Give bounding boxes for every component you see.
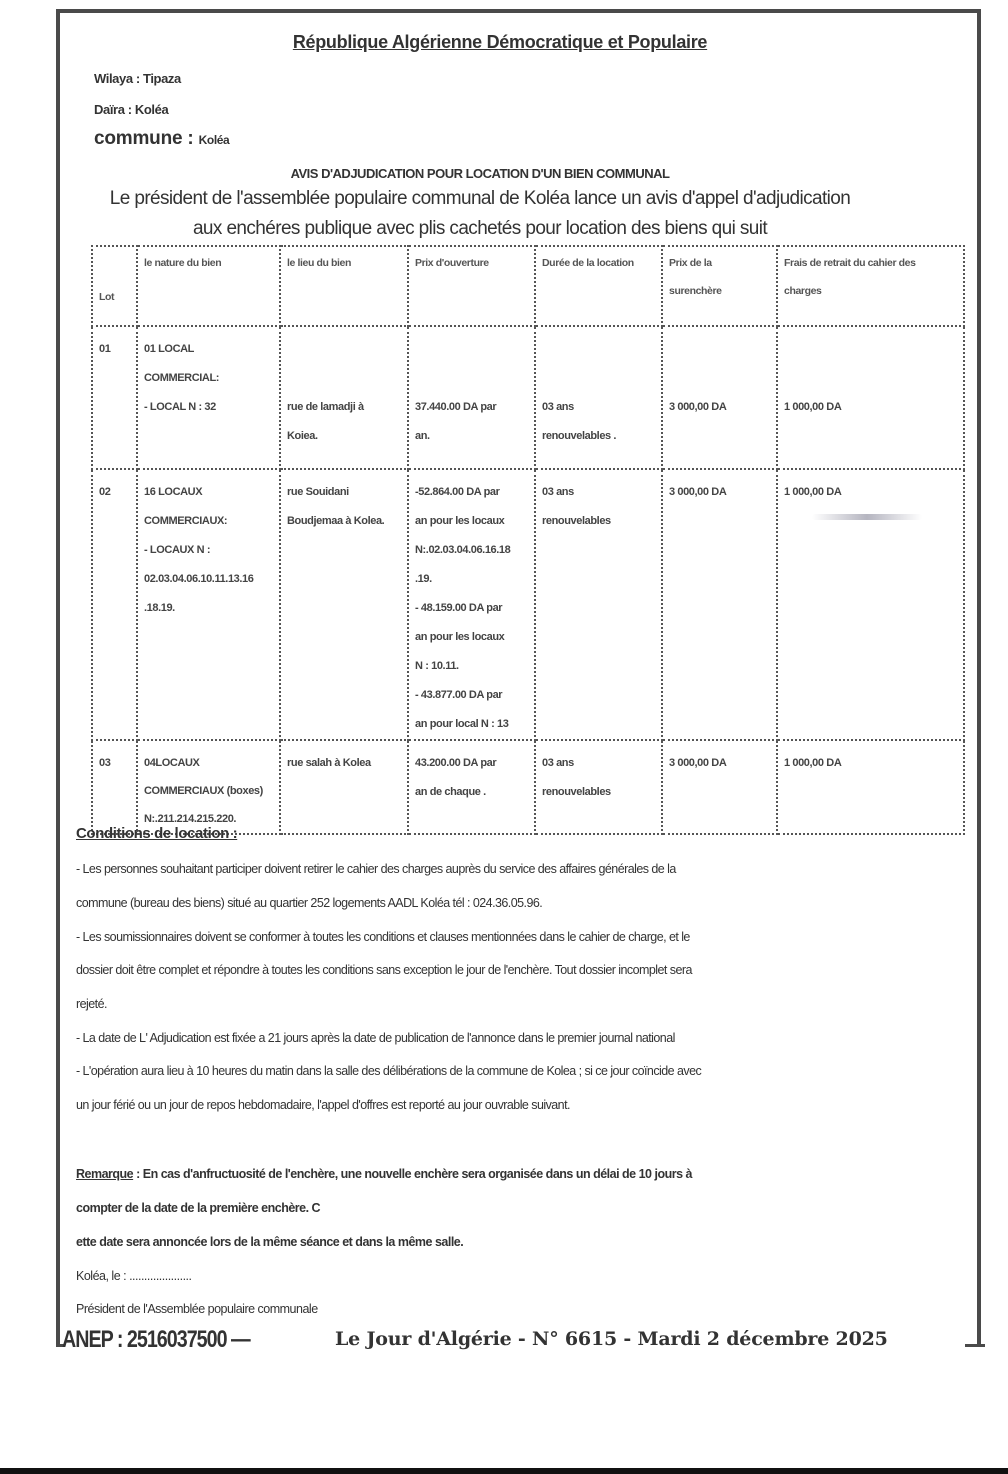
nature-line: COMMERCIAUX (boxes)	[144, 785, 263, 797]
nature-line: .18.19.	[144, 602, 175, 614]
nature-line: N:.211.214.215.220.	[144, 813, 237, 825]
frais-cell: 1 000,00 DA	[777, 740, 964, 834]
condition-line: - Les soumissionnaires doivent se conformer à toutes les conditions et clauses mentionnées dans le cahier de charge, et le	[76, 930, 690, 944]
condition-line: - La date de L' Adjudication est fixée a 21 jours après la date de publication de l'annonce dans le premier journal national	[76, 1031, 675, 1045]
lieu-line: Boudjemaa à Kolea.	[287, 515, 385, 527]
prix-line: an pour les locaux	[415, 631, 505, 643]
duree-line: renouvelables	[542, 786, 611, 798]
republic-title: République Algérienne Démocratique et Populaire	[292, 32, 708, 52]
condition-line: - L'opération aura lieu à 10 heures du matin dans la salle des délibérations de la commune de Kolea ; si ce jour coïncide avec	[76, 1064, 702, 1078]
prix-line: N:.02.03.04.06.16.18	[415, 544, 511, 556]
signature-title: Président de l'Assemblée populaire communale	[76, 1302, 318, 1316]
duree-line: 03 ans	[542, 757, 574, 769]
conditions-title: Conditions de location :	[76, 825, 238, 842]
surenchere-cell: 3 000,00 DA	[662, 326, 777, 469]
prix-line: - 48.159.00 DA par	[415, 602, 503, 614]
nature-line: COMMERCIAL:	[144, 372, 220, 384]
prix-line: an pour les locaux	[415, 515, 505, 527]
prix-line: an de chaque .	[415, 786, 486, 798]
duree-line: renouvelables .	[542, 430, 617, 442]
lieu-cell	[280, 469, 408, 740]
duree-line: 03 ans	[542, 486, 574, 498]
commune-label: commune :	[94, 128, 194, 149]
commune-value: Koléa	[198, 133, 230, 147]
prix-cell	[408, 469, 535, 740]
table-row	[92, 740, 964, 834]
remarque-text: : En cas d'anfructuosité de l'enchère, une nouvelle enchère sera organisée dans un délai de 10 jours à	[133, 1167, 692, 1181]
duree-line: renouvelables	[542, 515, 611, 527]
anep-reference: ANEP : 2516037500 —	[62, 1326, 250, 1353]
intro-line-2: aux enchéres publique avec plis cachetés pour location des biens qui suit	[192, 218, 768, 239]
remarque-line-2: compter de la date de la première enchère. C	[76, 1201, 321, 1215]
lieu-line: rue de lamadji à	[287, 401, 364, 413]
nature-cell	[137, 326, 280, 469]
commune-line	[94, 128, 229, 150]
condition-line: commune (bureau des biens) situé au quartier 252 logements AADL Koléa tél : 024.36.05.96.	[76, 896, 543, 910]
ink-smudge	[812, 514, 922, 520]
condition-line: - Les personnes souhaitant participer doivent retirer le cahier des charges auprès du service des affaires générales de la	[76, 862, 676, 876]
condition-line: rejeté.	[76, 997, 107, 1011]
header-frais-line-2: charges	[784, 285, 822, 297]
bottom-rule	[0, 1468, 1008, 1474]
header-prix-surenchere-line-2: surenchère	[669, 285, 722, 297]
prix-line: an pour local N : 13	[415, 718, 509, 730]
prix-line: 37.440.00 DA par	[415, 401, 497, 413]
surenchere-cell: 3 000,00 DA	[662, 469, 777, 740]
avis-title: AVIS D'ADJUDICATION POUR LOCATION D'UN BIEN COMMUNAL	[290, 166, 670, 181]
header-frais-line-1: Frais de retrait du cahier des	[784, 257, 916, 269]
lieu-line: Koiea.	[287, 430, 318, 442]
lieu-cell	[280, 326, 408, 469]
surenchere-cell: 3 000,00 DA	[662, 740, 777, 834]
prix-line: 43.200.00 DA par	[415, 757, 497, 769]
header-frais	[777, 246, 964, 326]
lieu-line: rue salah à Kolea	[287, 757, 371, 769]
nature-cell	[137, 740, 280, 834]
intro-line-1: Le président de l'assemblée populaire communal de Koléa lance un avis d'appel d'adjudication	[109, 188, 851, 209]
lot-number: 02	[92, 469, 137, 740]
header-lot: Lot	[92, 246, 137, 326]
condition-line: dossier doit être complet et répondre à toutes les conditions sans exception le jour de l'enchère. Tout dossier incomplet sera	[76, 963, 692, 977]
condition-line: un jour férié ou un jour de repos hebdomadaire, l'appel d'offres est reporté au jour ouvrable suivant.	[76, 1098, 570, 1112]
nature-line: 01 LOCAL	[144, 343, 194, 355]
remarque-line-3: ette date sera annoncée lors de la même séance et dans la même salle.	[76, 1235, 464, 1249]
prix-line: -52.864.00 DA par	[415, 486, 500, 498]
nature-line: 16 LOCAUX	[144, 486, 203, 498]
duree-cell	[535, 326, 662, 469]
remarque-line-1	[76, 1167, 692, 1181]
remarque-label: Remarque	[76, 1167, 134, 1181]
duree-cell	[535, 740, 662, 834]
place-date: Koléa, le : .....................	[76, 1269, 192, 1283]
frais-cell: 1 000,00 DA	[777, 326, 964, 469]
table-row	[92, 326, 964, 469]
header-duree: Durée de la location	[535, 246, 662, 326]
nature-line: - LOCAUX N :	[144, 544, 211, 556]
publication-info: Le Jour d'Algérie - N° 6615 - Mardi 2 décembre 2025	[335, 1328, 888, 1350]
prix-line: N : 10.11.	[415, 660, 459, 672]
prix-cell	[408, 740, 535, 834]
header-prix-ouverture: Prix d'ouverture	[408, 246, 535, 326]
table-header-row	[92, 246, 964, 326]
nature-line: - LOCAL N : 32	[144, 401, 216, 413]
nature-cell	[137, 469, 280, 740]
lots-table	[91, 245, 965, 835]
daira-label: Daïra : Koléa	[94, 102, 169, 117]
header-prix-surenchere	[662, 246, 777, 326]
duree-line: 03 ans	[542, 401, 574, 413]
lot-number: 01	[92, 326, 137, 469]
header-lieu: le lieu du bien	[280, 246, 408, 326]
frame-corner-right	[965, 1344, 985, 1347]
nature-line: 02.03.04.06.10.11.13.16	[144, 573, 254, 585]
nature-line: COMMERCIAUX:	[144, 515, 228, 527]
lieu-line: rue Souidani	[287, 486, 349, 498]
table-row	[92, 469, 964, 740]
prix-cell	[408, 326, 535, 469]
duree-cell	[535, 469, 662, 740]
prix-line: .19.	[415, 573, 432, 585]
prix-line: an.	[415, 430, 430, 442]
prix-line: - 43.877.00 DA par	[415, 689, 503, 701]
wilaya-label: Wilaya : Tipaza	[94, 71, 181, 86]
nature-line: 04LOCAUX	[144, 757, 200, 769]
header-nature: le nature du bien	[137, 246, 280, 326]
lot-number: 03	[92, 740, 137, 834]
lieu-cell	[280, 740, 408, 834]
header-prix-surenchere-line-1: Prix de la	[669, 257, 712, 269]
frais-cell: 1 000,00 DA	[777, 469, 964, 740]
